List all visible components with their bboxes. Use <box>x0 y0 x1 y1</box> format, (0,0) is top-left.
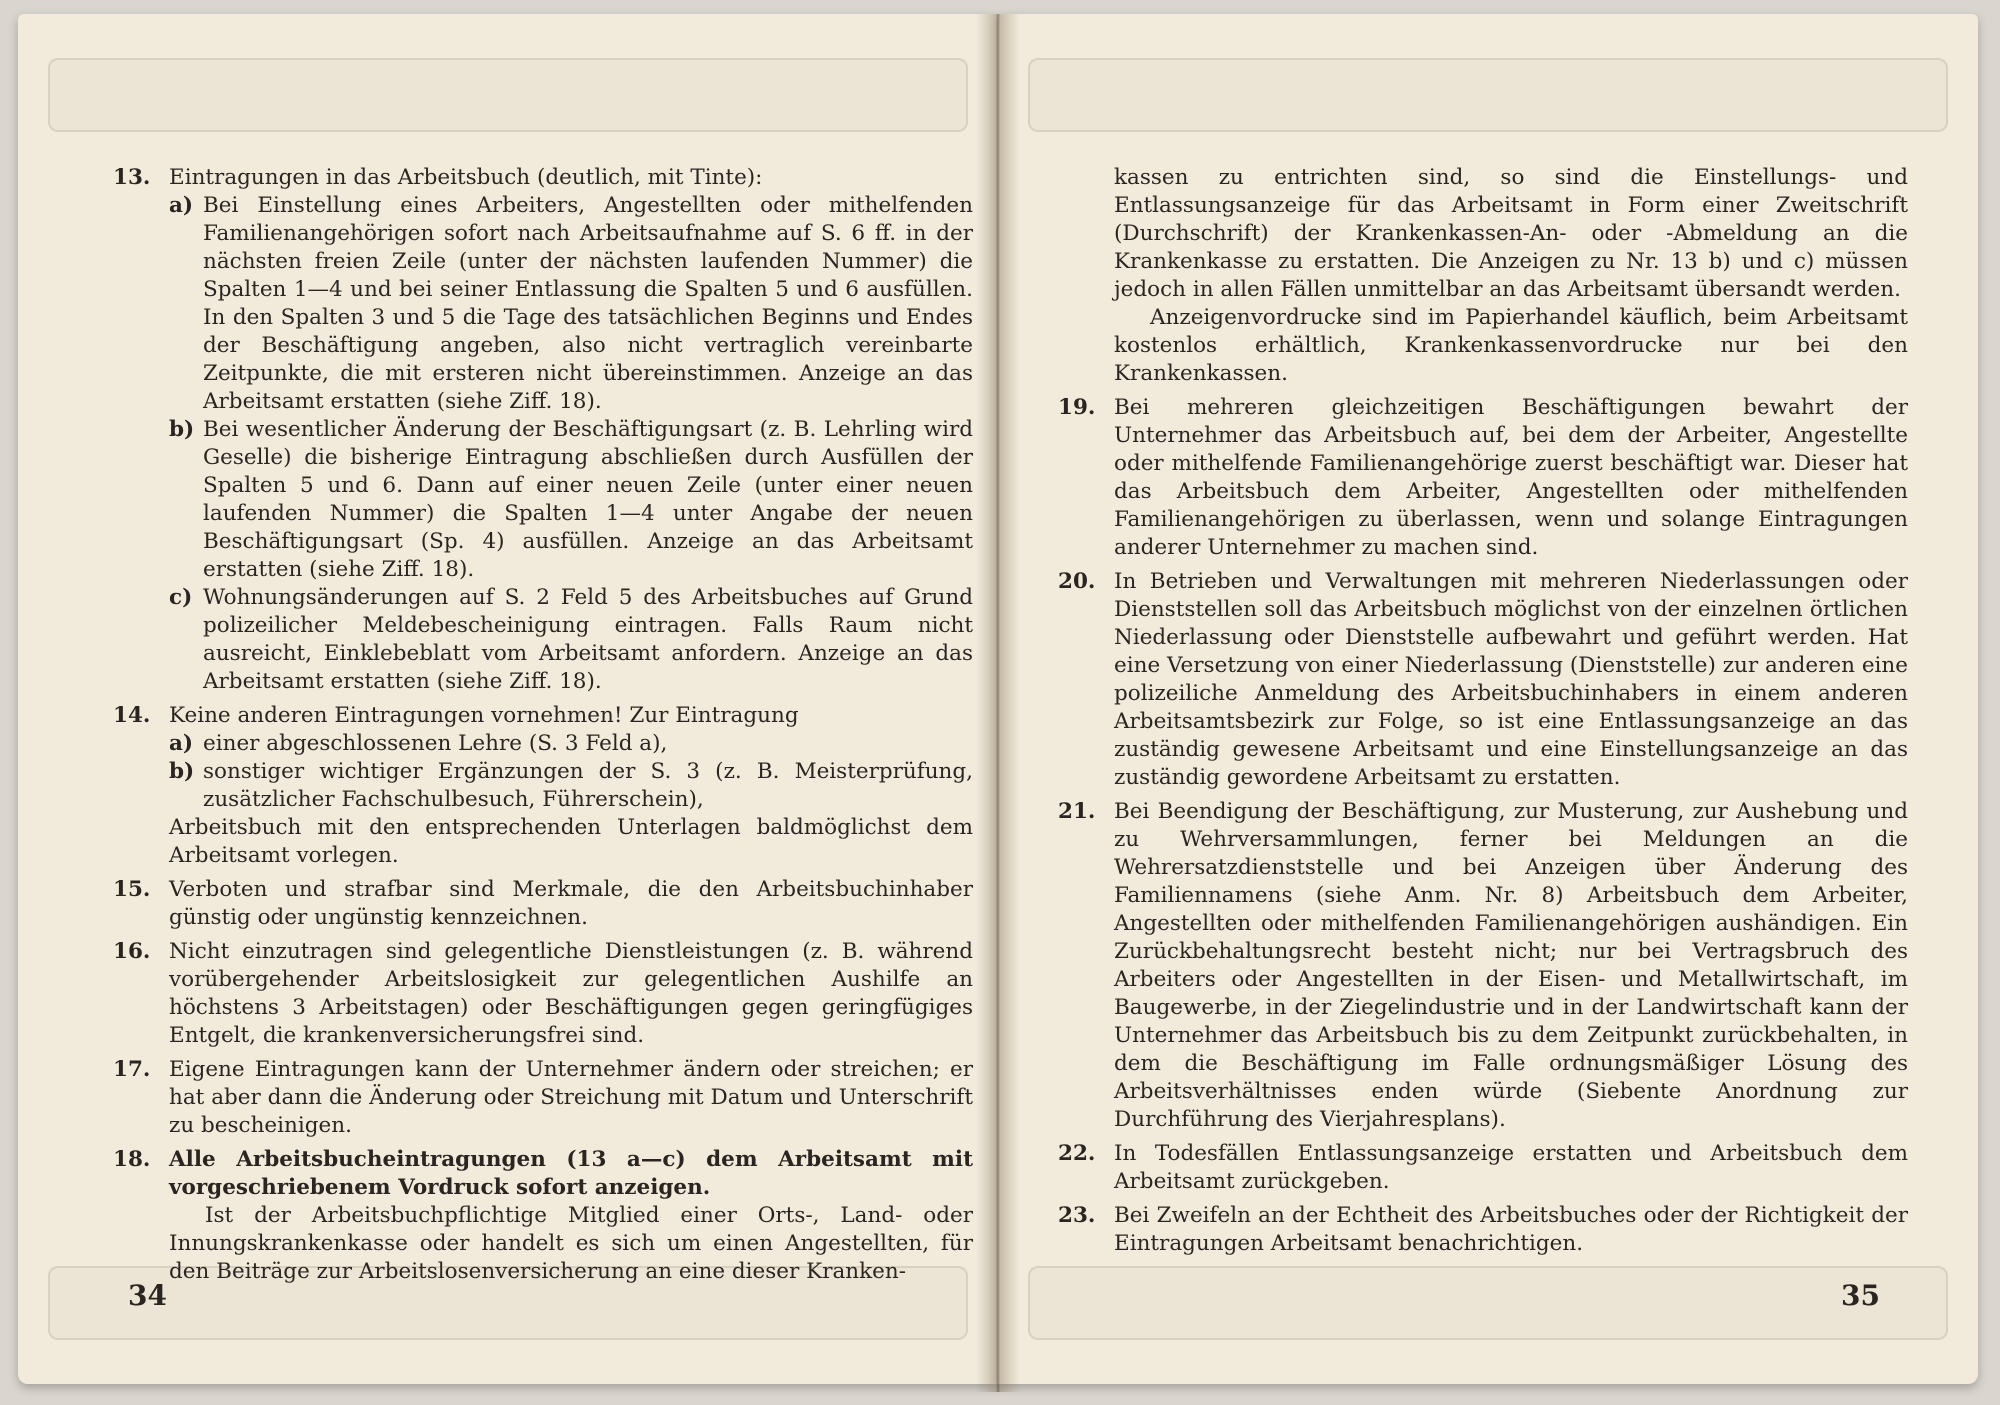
continued-paragraph: kassen zu entrichten sind, so sind die Einstellungs- und Entlassungsanzeige für das Arbeitsamt in Form einer Zweitschrift (Durchschrift) der Krankenkassen-An- oder -Abmeldung an die Krankenkasse zu erstatten. Die Anzeigen zu Nr. 13 b) und c) müssen jedoch in allen Fällen unmittelbar an das Arbeitsamt übersandt werden. <box>1114 165 1908 302</box>
decorative-border-top <box>1028 58 1948 132</box>
item-text: Eintragungen in das Arbeitsbuch (deutlich, mit Tinte): <box>169 165 763 190</box>
list-item-20 <box>1058 568 1908 792</box>
item-number: 20. <box>1058 569 1096 594</box>
item-text: Nicht einzutragen sind gelegentliche Dienstleistungen (z. B. während vorübergehender Arbeitslosigkeit zur gelegentlichen Aushilfe an höchstens 3 Arbeitstagen) oder Beschäftigungen gegen geringfügiges Entgelt, die krankenversicherungsfrei sind. <box>169 939 973 1048</box>
item-number: 21. <box>1058 799 1096 824</box>
list-item-18 <box>113 1146 973 1286</box>
item-text: Verboten und strafbar sind Merkmale, die den Arbeitsbuchinhaber günstig oder ungünstig kennzeichnen. <box>169 877 973 930</box>
list-item-13 <box>113 164 973 696</box>
item-number: 18. <box>113 1147 151 1172</box>
item-number: 14. <box>113 703 151 728</box>
right-page-text <box>1058 164 1908 1264</box>
item-number: 19. <box>1058 395 1096 420</box>
sub-item-b: b) Bei wesentlicher Änderung der Beschäftigungsart (z. B. Lehrling wird Geselle) die bisherige Eintragung abschließen durch Ausfüllen der Spalten 5 und 6. Dann auf einer neuen Zeile (unter einer neuen laufenden Nummer) die Spalten 1—4 unter Angabe der neuen Beschäftigungsart (Sp. 4) ausfüllen. Anzeige an das Arbeitsamt erstatten (siehe Ziff. 18). <box>169 417 973 582</box>
open-booklet <box>18 14 1978 1392</box>
item-text: Bei mehreren gleichzeitigen Beschäftigungen bewahrt der Unternehmer das Arbeitsbuch auf, bei dem der Arbeiter, Angestellte oder mithelfende Familienangehörige zuerst beschäftigt war. Dieser hat das Arbeitsbuch dem Arbeiter, Angestellten oder mithelfenden Familienangehörigen zu überlassen, wenn und solange Eintragungen anderer Unternehmer zu machen sind. <box>1114 395 1908 560</box>
list-item-17 <box>113 1056 973 1140</box>
list-item-15 <box>113 876 973 932</box>
left-page-text <box>113 164 973 1292</box>
item-text: Keine anderen Eintragungen vornehmen! Zur Eintragung <box>169 703 799 728</box>
sub-item-a: a) einer abgeschlossenen Lehre (S. 3 Feld a), <box>169 731 668 756</box>
list-item-16 <box>113 938 973 1050</box>
list-item-19 <box>1058 394 1908 562</box>
item-text: Bei Beendigung der Beschäftigung, zur Musterung, zur Aushebung und zu Wehrversammlungen, ferner bei Meldungen an die Wehrersatzdienststelle und bei Anzeigen über Änderung des Familiennamens (siehe Anm. Nr. 8) Arbeitsbuch dem Arbeiter, Angestellten oder mithelfenden Familienangehörigen aushändigen. Ein Zurückbehaltungsrecht besteht nicht; nur bei Vertragsbruch des Arbeiters oder Angestellten in der Eisen- und Metallwirtschaft, im Baugewerbe, in der Ziegelindustrie und in der Landwirtschaft kann der Unternehmer das Arbeitsbuch bis zu dem Zeitpunkt zurückbehalten, in dem die Beschäftigung im Falle ordnungsmäßiger Lösung des Arbeitsverhältnisses enden würde (Siebente Anordnung zur Durchführung des Vierjahresplans). <box>1114 799 1908 1132</box>
sub-item-c: c) Wohnungsänderungen auf S. 2 Feld 5 des Arbeitsbuches auf Grund polizeilicher Meldebescheinigung eintragen. Falls Raum nicht ausreicht, Einklebeblatt vom Arbeitsamt anfordern. Anzeige an das Arbeitsamt erstatten (siehe Ziff. 18). <box>169 585 973 694</box>
item-number: 17. <box>113 1057 151 1082</box>
sub-item-b: b) sonstiger wichtiger Ergänzungen der S. 3 (z. B. Meisterprüfung, zusätzlicher Fachschulbesuch, Führerschein), <box>169 759 973 812</box>
list-item-14 <box>113 702 973 870</box>
continued-text <box>1058 164 1908 388</box>
page-number: 35 <box>1841 1279 1880 1312</box>
item-text: In Todesfällen Entlassungsanzeige erstatten und Arbeitsbuch dem Arbeitsamt zurückgeben. <box>1114 1141 1908 1194</box>
right-page <box>998 14 1978 1384</box>
page-number: 34 <box>128 1279 167 1312</box>
item-followup-text: Arbeitsbuch mit den entsprechenden Unterlagen baldmöglichst dem Arbeitsamt vorlegen. <box>169 815 973 868</box>
item-number: 23. <box>1058 1203 1096 1228</box>
list-item-21 <box>1058 798 1908 1134</box>
item-number: 16. <box>113 939 151 964</box>
item-paragraph: Ist der Arbeitsbuchpflichtige Mitglied einer Orts-, Land- oder Innungskrankenkasse oder handelt es sich um einen Angestellten, für den Beiträge zur Arbeitslosenversicherung an eine dieser Kranken- <box>169 1203 973 1284</box>
list-item-23 <box>1058 1202 1908 1258</box>
decorative-border-bottom <box>1028 1266 1948 1340</box>
item-number: 22. <box>1058 1141 1096 1166</box>
item-number: 13. <box>113 165 151 190</box>
item-text: Alle Arbeitsbucheintragungen (13 a—c) dem Arbeitsamt mit vorgeschriebenem Vordruck sofort anzeigen. <box>169 1147 973 1200</box>
list-item-22 <box>1058 1140 1908 1196</box>
continued-paragraph-2: Anzeigenvordrucke sind im Papierhandel käuflich, beim Arbeitsamt kostenlos erhältlich, Krankenkassenvordrucke nur bei den Krankenkassen. <box>1114 305 1908 386</box>
item-number: 15. <box>113 877 151 902</box>
decorative-border-top <box>48 58 968 132</box>
sub-item-a: a) Bei Einstellung eines Arbeiters, Angestellten oder mithelfenden Familienangehörigen sofort nach Arbeitsaufnahme auf S. 6 ff. in der nächsten freien Zeile (unter der nächsten laufenden Nummer) die Spalten 1—4 und bei seiner Entlassung die Spalten 5 und 6 ausfüllen. In den Spalten 3 und 5 die Tage des tatsächlichen Beginns und Endes der Beschäftigung angeben, also nicht vertraglich vereinbarte Zeitpunkte, die mit ersteren nicht übereinstimmen. Anzeige an das Arbeitsamt erstatten (siehe Ziff. 18). <box>169 193 973 414</box>
item-text: Eigene Eintragungen kann der Unternehmer ändern oder streichen; er hat aber dann die Änderung oder Streichung mit Datum und Unterschrift zu bescheinigen. <box>169 1057 973 1138</box>
item-text: In Betrieben und Verwaltungen mit mehreren Niederlassungen oder Dienststellen soll das Arbeitsbuch möglichst von der einzelnen örtlichen Niederlassung oder Dienststelle aufbewahrt und geführt werden. Hat eine Versetzung von einer Niederlassung (Dienststelle) zur anderen eine polizeiliche Anmeldung des Arbeitsbuchinhabers in einem anderen Arbeitsamtsbezirk zur Folge, so ist eine Entlassungsanzeige an das zuständig gewesene Arbeitsamt und eine Einstellungsanzeige an das zuständig gewordene Arbeitsamt zu erstatten. <box>1114 569 1908 790</box>
item-text: Bei Zweifeln an der Echtheit des Arbeitsbuches oder der Richtigkeit der Eintragungen Arbeitsamt benachrichtigen. <box>1114 1203 1908 1256</box>
left-page <box>18 14 998 1384</box>
